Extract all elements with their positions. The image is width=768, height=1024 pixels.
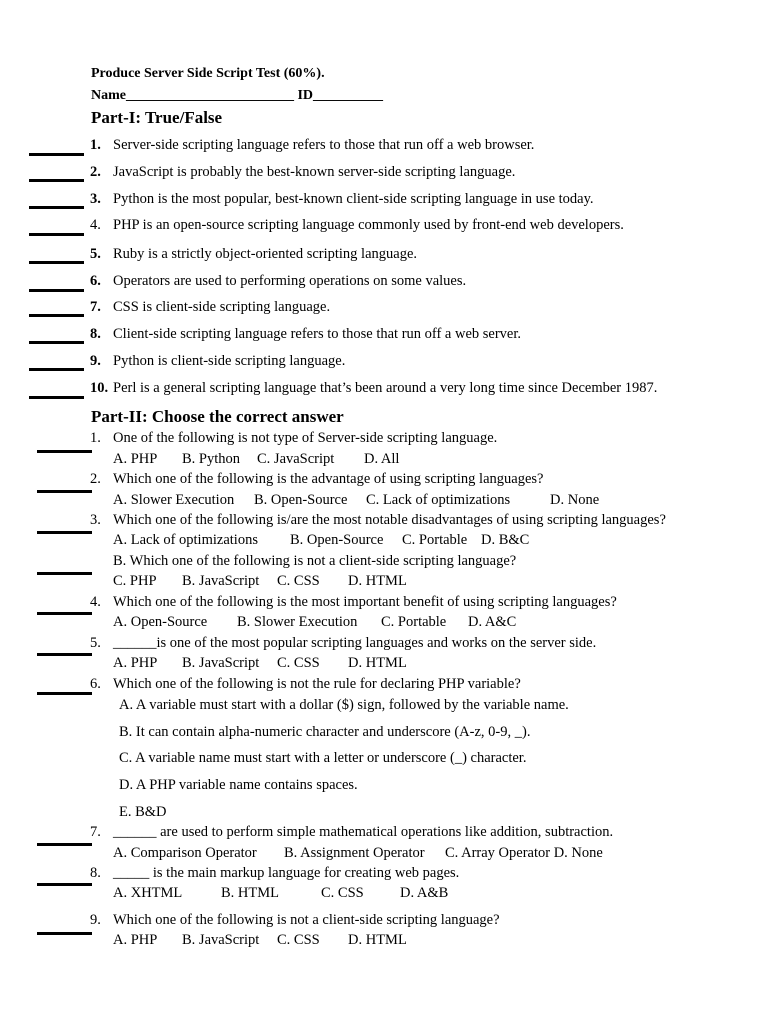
mc-option-6a: A. A variable must start with a dollar ($) sign, followed by the variable name. bbox=[119, 697, 569, 713]
answer-blank-4[interactable] bbox=[29, 233, 84, 236]
name-id-line: Name________________________ ID__________ bbox=[91, 88, 384, 103]
mc-answer-blank-1[interactable] bbox=[37, 450, 92, 453]
mc-options-4: A. Open-Source B. Slower Execution C. Portable D. A&C bbox=[113, 614, 517, 630]
mc-options-3b: C. PHP B. JavaScript C. CSS D. HTML bbox=[113, 573, 407, 589]
answer-blank-10[interactable] bbox=[29, 396, 84, 399]
mc-question-4: 4. Which one of the following is the most important benefit of using scripting languages? bbox=[90, 594, 617, 610]
mc-options-2: A. Slower Execution B. Open-Source C. Lack of optimizations D. None bbox=[113, 492, 600, 508]
part1-heading: Part-I: True/False bbox=[91, 108, 223, 127]
tf-item-10: 10. Perl is a general scripting language that’s been around a very long time since December 1987. bbox=[90, 380, 658, 396]
answer-blank-1[interactable] bbox=[29, 153, 84, 156]
mc-question-3: 3. Which one of the following is/are the most notable disadvantages of using scripting languages? bbox=[90, 512, 666, 528]
test-title: Produce Server Side Script Test (60%). bbox=[91, 66, 325, 81]
mc-option-6d: D. A PHP variable name contains spaces. bbox=[119, 777, 358, 793]
tf-item-7: 7. CSS is client-side scripting language. bbox=[90, 299, 331, 315]
mc-question-9: 9. Which one of the following is not a client-side scripting language? bbox=[90, 912, 500, 928]
tf-item-3: 3. Python is the most popular, best-known client-side scripting language in use today. bbox=[90, 191, 594, 207]
mc-question-8: 8. _____ is the main markup language for creating web pages. bbox=[90, 865, 460, 881]
tf-item-9: 9. Python is client-side scripting language. bbox=[90, 353, 346, 369]
answer-blank-2[interactable] bbox=[29, 179, 84, 182]
mc-option-6c: C. A variable name must start with a letter or underscore (_) character. bbox=[119, 750, 527, 766]
mc-question-2: 2. Which one of the following is the advantage of using scripting languages? bbox=[90, 471, 544, 487]
mc-options-8: A. XHTML B. HTML C. CSS D. A&B bbox=[113, 885, 449, 901]
tf-item-2: 2. JavaScript is probably the best-known server-side scripting language. bbox=[90, 164, 516, 180]
tf-item-5: 5. Ruby is a strictly object-oriented scripting language. bbox=[90, 246, 418, 262]
mc-options-5: A. PHP B. JavaScript C. CSS D. HTML bbox=[113, 655, 407, 671]
tf-item-1: 1. Server-side scripting language refers to those that run off a web browser. bbox=[90, 137, 535, 153]
part2-heading: Part-II: Choose the correct answer bbox=[91, 407, 344, 426]
answer-blank-7[interactable] bbox=[29, 314, 84, 317]
tf-item-6: 6. Operators are used to performing operations on some values. bbox=[90, 273, 467, 289]
answer-blank-8[interactable] bbox=[29, 341, 84, 344]
mc-option-6e: E. B&D bbox=[119, 804, 167, 820]
mc-option-6b: B. It can contain alpha-numeric character and underscore (A-z, 0-9, _). bbox=[119, 724, 531, 740]
mc-options-1: A. PHP B. Python C. JavaScript D. All bbox=[113, 451, 400, 467]
answer-blank-9[interactable] bbox=[29, 368, 84, 371]
mc-answer-blank-3[interactable] bbox=[37, 531, 92, 534]
mc-question-3b: B. Which one of the following is not a client-side scripting language? bbox=[113, 553, 517, 569]
answer-blank-5[interactable] bbox=[29, 261, 84, 264]
mc-answer-blank-6[interactable] bbox=[37, 692, 92, 695]
mc-answer-blank-5[interactable] bbox=[37, 653, 92, 656]
mc-question-7: 7. ______ are used to perform simple mathematical operations like addition, subtraction. bbox=[90, 824, 614, 840]
mc-answer-blank-3b[interactable] bbox=[37, 572, 92, 575]
mc-question-1: 1. One of the following is not type of Server-side scripting language. bbox=[90, 430, 498, 446]
mc-answer-blank-7[interactable] bbox=[37, 843, 92, 846]
mc-answer-blank-9[interactable] bbox=[37, 932, 92, 935]
mc-answer-blank-2[interactable] bbox=[37, 490, 92, 493]
mc-options-7: A. Comparison Operator B. Assignment Operator C. Array Operator D. None bbox=[113, 845, 603, 861]
answer-blank-3[interactable] bbox=[29, 206, 84, 209]
mc-options-9: A. PHP B. JavaScript C. CSS D. HTML bbox=[113, 932, 407, 948]
mc-question-6: 6. Which one of the following is not the rule for declaring PHP variable? bbox=[90, 676, 521, 692]
mc-answer-blank-8[interactable] bbox=[37, 883, 92, 886]
tf-item-8: 8. Client-side scripting language refers to those that run off a web server. bbox=[90, 326, 522, 342]
tf-item-4: 4. PHP is an open-source scripting language commonly used by front-end web developers. bbox=[90, 217, 624, 233]
mc-question-5: 5. ______is one of the most popular scripting languages and works on the server side. bbox=[90, 635, 597, 651]
mc-answer-blank-4[interactable] bbox=[37, 612, 92, 615]
mc-options-3: A. Lack of optimizations B. Open-Source C. Portable D. B&C bbox=[113, 532, 530, 548]
answer-blank-6[interactable] bbox=[29, 289, 84, 292]
